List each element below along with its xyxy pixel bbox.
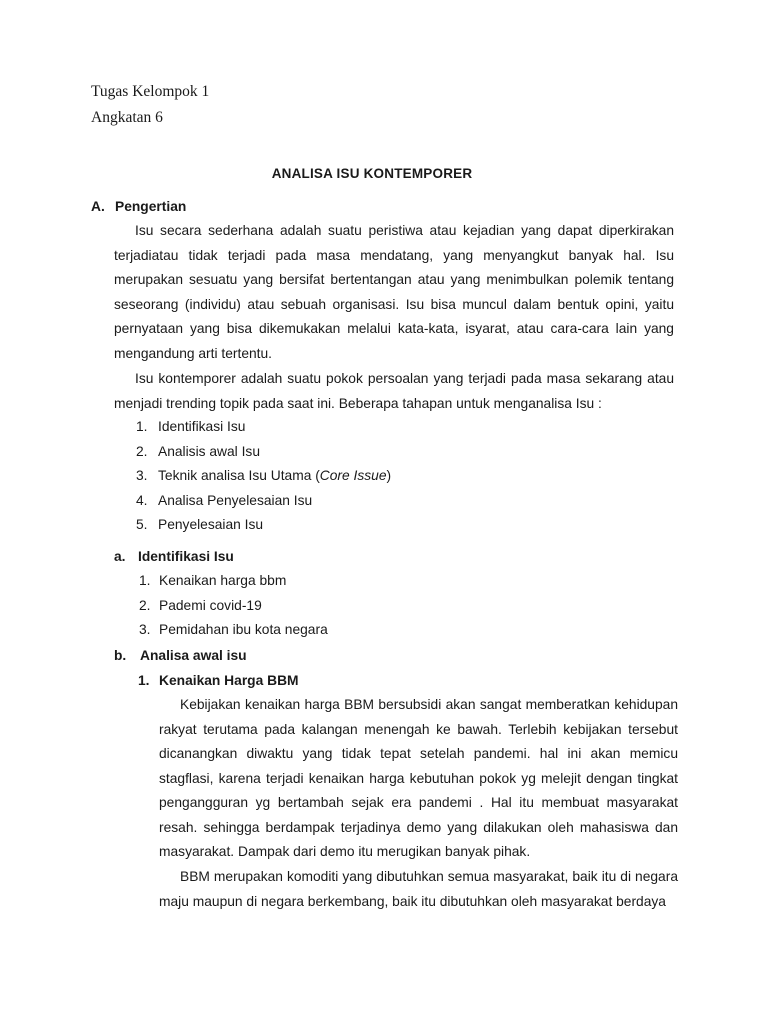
section-a-label: Pengertian [115,199,187,214]
section-a-paragraph-1: Isu secara sederhana adalah suatu peristiwa atau kejadian yang dapat diperkirakan terjadiatau tidak terjadi pada masa mendatang, yang menyangkut banyak hal. Isu merupakan sesuatu yang bersifat bertentangan atau yang menimbulkan polemik tentang seseorang (individu) atau sebuah organisasi. Isu bisa muncul dalam bentuk opini, yaitu pernyataan yang bisa dikemukakan melalui kata-kata, isyarat, atau cara-cara lain yang mengandung arti tertentu. [114,223,674,361]
subsection-a-label: Identifikasi Isu [138,549,234,564]
subsection-b-heading [114,646,247,666]
section-a-marker: A. [91,199,105,214]
item-1-heading [138,671,299,691]
list-item: 1. Identifikasi Isu [136,419,246,434]
section-a-heading [91,197,186,217]
list-item: 4. Analisa Penyelesaian Isu [136,492,313,508]
fuel-price-paragraph-1: Kebijakan kenaikan harga BBM bersubsidi akan sangat memberatkan kehidupan rakyat terutama pada kalangan menengah ke bawah. Terlebih kebijakan tersebut dicanangkan diwaktu yang tidak tepat setelah pandemi. hal ini akan memicu stagflasi, karena terjadi kenaikan harga kebutuhan pokok yg melejit dengan tingkat pengangguran yg bertambah sejak era pandemi . Hal itu membuat masyarakat resah. sehingga berdampak terjadinya demo yang dilakukan oleh mahasiswa dan masyarakat. Dampak dari demo itu merugikan banyak pihak. [159,697,678,859]
document-title: ANALISA ISU KONTEMPORER [271,166,473,181]
subsection-b-marker: b. [114,648,127,663]
group-label: Tugas Kelompok 1 [91,83,210,100]
analysis-steps-list [136,415,656,538]
core-issue-term: Core Issue [319,468,387,483]
section-a-paragraph-2: Isu kontemporer adalah suatu pokok persoalan yang terjadi pada masa sekarang atau menjadi trending topik pada saat ini. Beberapa tahapan untuk menganalisa Isu : [114,371,674,411]
fuel-price-paragraph-2: BBM merupakan komoditi yang dibutuhkan semua masyarakat, baik itu di negara maju maupun di negara berkembang, baik itu dibutuhkan oleh masyarakat berdaya [159,869,678,909]
item-1-marker: 1. [138,673,150,688]
list-item: 2. Pademi covid-19 [139,597,262,613]
subsection-a-marker: a. [114,549,126,564]
list-item: 5. Penyelesaian Isu [136,517,264,532]
subsection-a-heading [114,547,234,567]
subsection-b-label: Analisa awal isu [140,648,247,663]
list-item: 1. Kenaikan harga bbm [139,573,287,588]
list-item: 3. Teknik analisa Isu Utama (Core Issue) [136,468,392,483]
batch-label: Angkatan 6 [91,109,163,126]
item-1-label: Kenaikan Harga BBM [159,673,299,688]
issue-identification-list [139,569,659,643]
list-item: 2. Analisis awal Isu [136,443,260,459]
list-item: 3. Pemidahan ibu kota negara [139,622,328,637]
